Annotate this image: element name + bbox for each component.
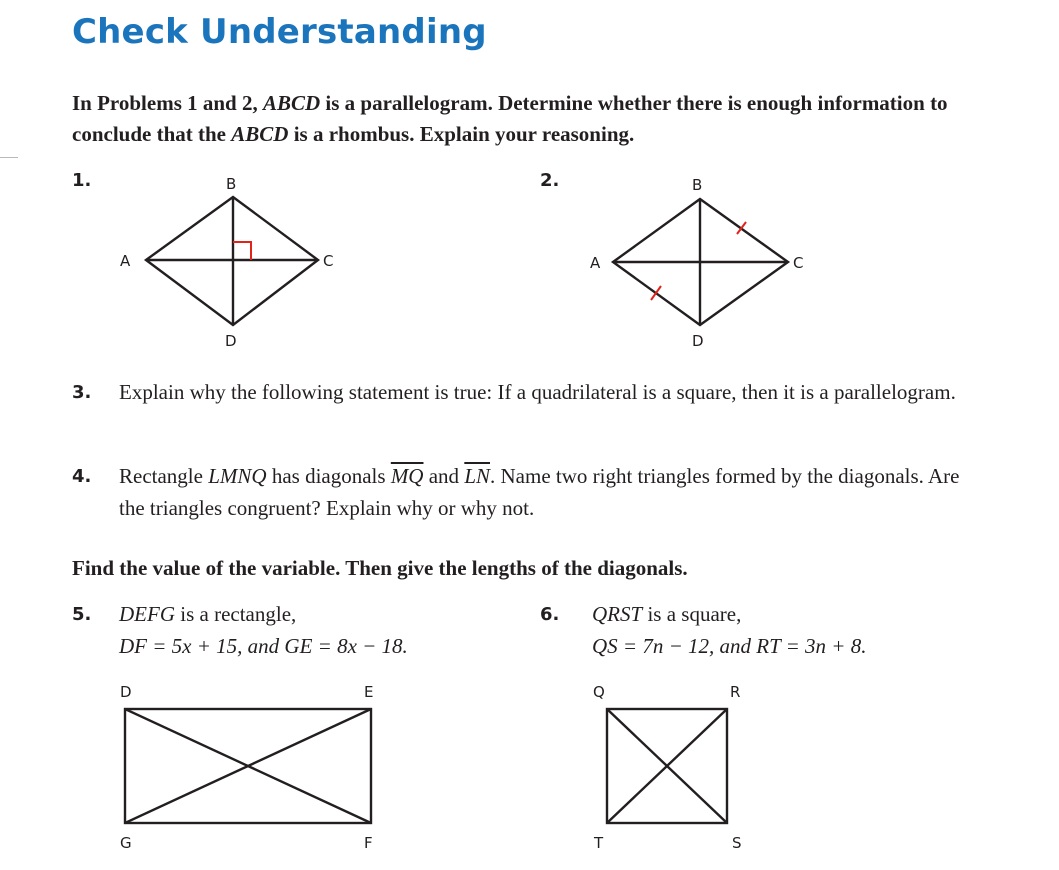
p4-text-4: . Name two right triangles formed by the diagonals. Are the triangles congruent? Explain why or why not. — [119, 464, 960, 520]
p5-line-1: is a rectangle, — [175, 602, 297, 626]
p6-square-name: QRST — [592, 602, 643, 626]
intro-text-1: In Problems 1 and 2, — [72, 91, 263, 115]
figure-2-label-b: B — [692, 176, 703, 194]
figure-5-label-g: G — [120, 834, 132, 852]
figure-2-label-d: D — [692, 332, 704, 350]
p4-text-2: has diagonals — [266, 464, 391, 488]
figure-5-label-f: F — [364, 834, 373, 852]
figure-6-label-q: Q — [593, 683, 605, 701]
intro-text-3: is a rhombus. Explain your reasoning. — [288, 122, 635, 146]
intro-abcd-1: ABCD — [262, 91, 321, 115]
figure-5-label-d: D — [120, 683, 132, 701]
problem-1-number: 1. — [72, 170, 92, 191]
figure-1-label-d: D — [225, 332, 237, 350]
p6-line-2: QS = 7n − 12, and RT = 3n + 8. — [592, 634, 867, 658]
p5-line-2: DF = 5x + 15, and GE = 8x − 18. — [119, 634, 408, 658]
problem-5-number: 5. — [72, 604, 92, 625]
p4-segment-mq: $\overline{MQ}$ — [390, 464, 424, 488]
page-title: Check Understanding — [72, 12, 487, 52]
figure-2-label-c: C — [793, 254, 804, 272]
figure-1-label-b: B — [226, 175, 237, 193]
figure-1-label-c: C — [323, 252, 334, 270]
problem-3-text: Explain why the following statement is true: If a quadrilateral is a square, then it is a parallelogram. — [119, 380, 956, 404]
p5-rect-name: DEFG — [119, 602, 175, 626]
problem-2-number: 2. — [540, 170, 560, 191]
figure-6-label-s: S — [732, 834, 742, 852]
p6-line-1: is a square, — [642, 602, 742, 626]
figure-6-label-r: R — [730, 683, 741, 701]
intro-text-2: is a parallelogram. Determine whether there is enough information to conclude that the — [72, 91, 948, 146]
p4-text-3: and — [423, 464, 465, 488]
figure-1-label-a: A — [120, 252, 131, 270]
p4-rect-name: LMNQ — [208, 464, 267, 488]
p4-segment-ln: $\overline{LN}$ — [464, 464, 490, 488]
figure-6-label-t: T — [594, 834, 604, 852]
figure-2-label-a: A — [590, 254, 601, 272]
figure-5-label-e: E — [364, 683, 374, 701]
p4-text-1: Rectangle — [119, 464, 209, 488]
intro-abcd-2: ABCD — [231, 122, 289, 146]
problem-6-number: 6. — [540, 604, 560, 625]
problem-3-number: 3. — [72, 382, 92, 403]
section-heading: Find the value of the variable. Then give the lengths of the diagonals. — [72, 556, 688, 580]
problem-4-number: 4. — [72, 466, 92, 487]
